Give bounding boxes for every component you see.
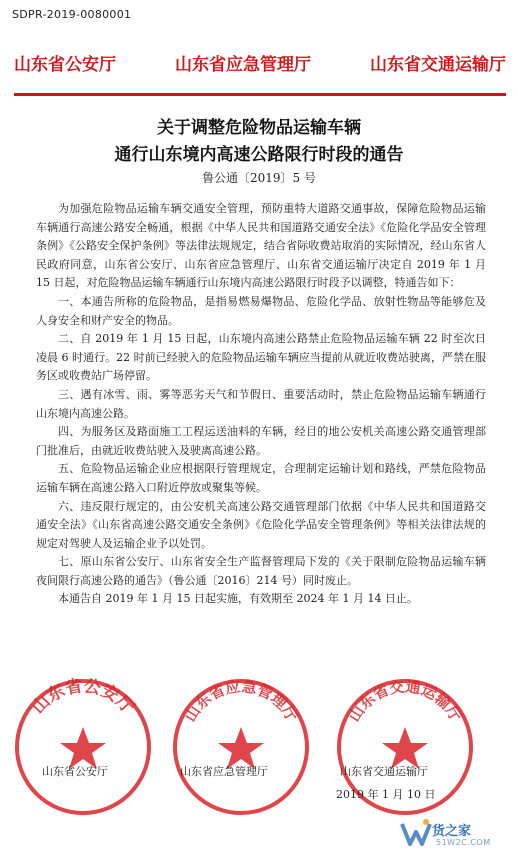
document-title xyxy=(0,115,518,169)
document-number: SDPR-2019-0080001 xyxy=(12,8,132,21)
signature-public-security: 山东省公安厅 xyxy=(42,765,108,778)
svg-text:山东省应急管理厅: 山东省应急管理厅 xyxy=(181,677,301,725)
paragraph-3: 三、遇有冰雪、雨、雾等恶劣天气和节假日、重要活动时，禁止危险物品运输车辆通行山东境内高速公路。 xyxy=(36,387,486,420)
paragraph-6: 六、违反限行规定的，由公安机关高速公路交通管理部门依据《中华人民共和国道路交通安全法》《山东省高速公路交通安全条例》《危险化学品安全管理条例》等相关法律法规的规定对驾驶人及运输企业予以处罚。 xyxy=(36,499,486,550)
notice-body xyxy=(36,200,486,609)
paragraph-intro: 为加强危险物品运输车辆交通安全管理，预防重特大道路交通事故，保障危险物品运输车辆通行高速公路安全畅通，根据《中华人民共和国道路交通安全法》《危险化学品安全管理条例》《公路安全保护条例》等法律法规规定，结合省际收费站取消的实际情况，经山东省人民政府同意，山东省公安厅、山东省应急管理厅、山东省交通运输厅决定自 2019 年 1 月 15 日起，对危险物品运输车辆通行山东境内高速公路限行时段予以调整，特通告如下： xyxy=(36,202,486,290)
issuer-header xyxy=(14,50,506,75)
seal-public-security-icon xyxy=(8,672,158,822)
paragraph-effective: 本通告自 2019 年 1 月 15 日起实施，有效期至 2024 年 1 月 14 日止。 xyxy=(58,592,418,606)
title-line-2: 通行山东境内高速公路限行时段的通告 xyxy=(114,145,404,165)
paragraph-7: 七、原山东省公安厅、山东省安全生产监督管理局下发的《关于限制危险物品运输车辆夜间限行高速公路的通告》（鲁公通〔2016〕214 号）同时废止。 xyxy=(36,555,486,587)
title-line-1: 关于调整危险物品运输车辆 xyxy=(157,118,361,138)
paragraph-4: 四、为服务区及路面施工工程运送油料的车辆，经目的地公安机关高速公路交通管理部门批准后，由就近收费站驶入及驶离高速公路。 xyxy=(36,425,486,457)
watermark-url: 51W2C.COM xyxy=(436,838,491,847)
issuer-transport: 山东省交通运输厅 xyxy=(370,55,506,75)
issuer-emergency-management: 山东省应急管理厅 xyxy=(175,55,311,75)
reference-number: 鲁公通〔2019〕5 号 xyxy=(202,171,316,185)
signature-transport: 山东省交通运输厅 xyxy=(340,765,428,778)
paragraph-1: 一、本通告所称的危险物品，是指易燃易爆物品、危险化学品、放射性物品等能够危及人身安全和财产安全的物品。 xyxy=(36,294,486,327)
watermark-text: 货之家 xyxy=(432,824,472,839)
paragraph-5: 五、危险物品运输企业应根据限行管理规定，合理制定运输计划和路线，严禁危险物品运输车辆在高速公路入口附近停放或聚集等候。 xyxy=(36,462,486,494)
paragraph-2: 二、自 2019 年 1 月 15 日起，山东境内高速公路禁止危险物品运输车辆 22 时至次日凌晨 6 时通行。22 时前已经驶入的危险物品运输车辆应当提前从就近收费站驶离，严禁在服务区或收费站广场停留。 xyxy=(36,332,486,383)
issue-date: 2019 年 1 月 10 日 xyxy=(336,788,436,801)
seal-emergency-management-icon xyxy=(166,672,316,822)
svg-text:山东省交通运输厅: 山东省交通运输厅 xyxy=(345,677,465,725)
red-divider xyxy=(14,93,506,96)
svg-text:山东省公安厅: 山东省公安厅 xyxy=(28,676,138,718)
issuer-public-security: 山东省公安厅 xyxy=(14,55,116,75)
signature-emergency-management: 山东省应急管理厅 xyxy=(180,765,268,778)
